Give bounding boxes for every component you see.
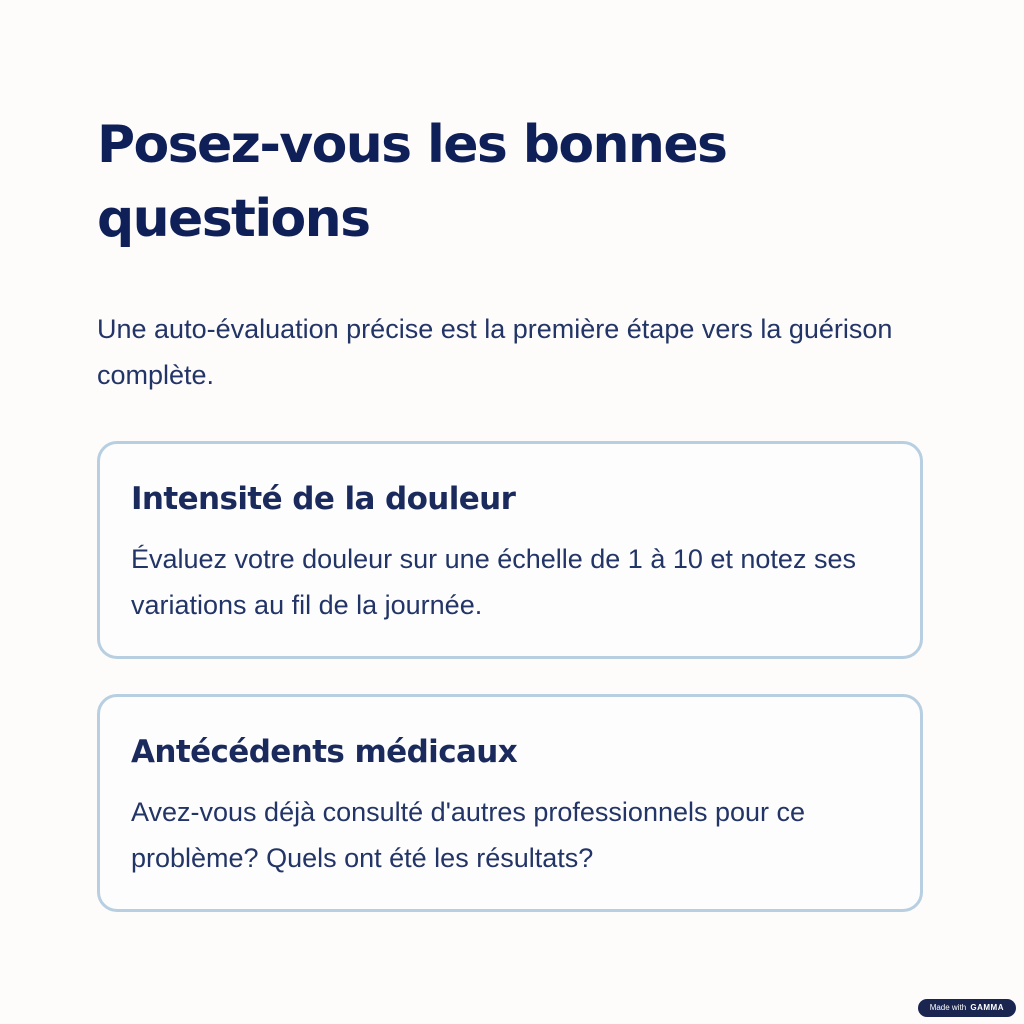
card-title: Intensité de la douleur bbox=[131, 481, 516, 517]
page-title: Posez-vous les bonnes questions bbox=[97, 115, 727, 249]
made-with-gamma-badge[interactable] bbox=[918, 999, 1016, 1017]
slide-content bbox=[97, 108, 927, 398]
card-text: Avez-vous déjà consulté d'autres professionnels pour ce problème? Quels ont été les résultats? bbox=[131, 797, 806, 873]
badge-made-with-label: Made with bbox=[929, 1003, 967, 1012]
intro-paragraph: Une auto-évaluation précise est la première étape vers la guérison complète. bbox=[97, 314, 893, 390]
card-pain-intensity bbox=[97, 441, 923, 659]
card-text: Évaluez votre douleur sur une échelle de 1 à 10 et notez ses variations au fil de la journée. bbox=[131, 544, 856, 620]
card-title: Antécédents médicaux bbox=[131, 734, 518, 770]
card-medical-history bbox=[97, 694, 923, 912]
gamma-logo: GAMMA bbox=[970, 1003, 1004, 1012]
